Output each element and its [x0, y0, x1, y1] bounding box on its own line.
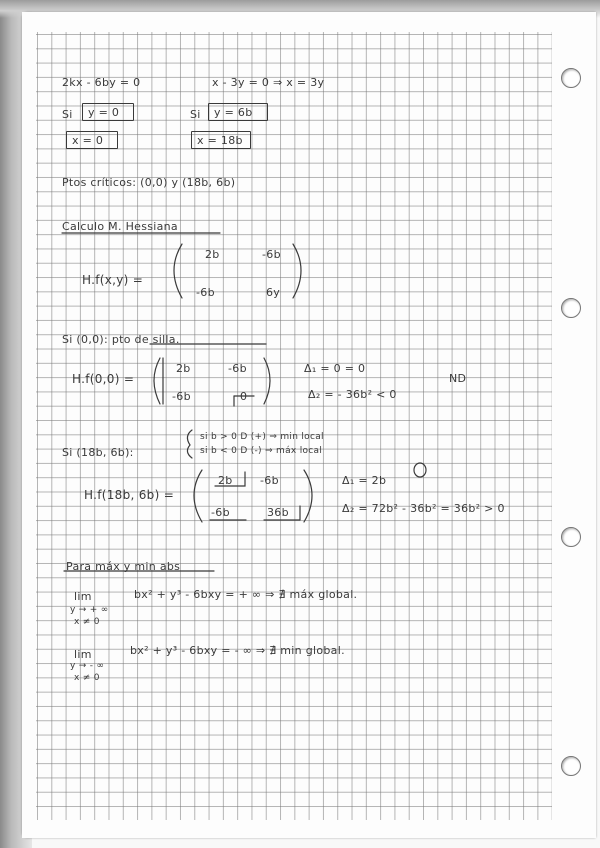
- limit-2-sub-y: y → - ∞: [70, 661, 105, 671]
- boxed-y-6b: y = 6b: [214, 106, 253, 119]
- hessian-18b-a22: 36b: [267, 506, 289, 519]
- hessian-a22: 6y: [266, 286, 281, 299]
- hessian-18b-lhs: H.f(18b, 6b) =: [84, 488, 175, 502]
- hessian-18b-a11: 2b: [218, 474, 233, 487]
- case-label-1: Si: [62, 108, 73, 121]
- limit-1-lim: lim: [74, 590, 92, 603]
- limit-1-expr: bx² + y³ - 6bxy = + ∞ ⇒ ∄ máx global.: [134, 588, 358, 601]
- hessian-heading: Calculo M. Hessiana: [62, 220, 178, 233]
- minor-2-value: Δ₂ = - 36b² < 0: [308, 388, 397, 401]
- saddle-point-line: Si (0,0): pto de silla.: [62, 333, 180, 346]
- hessian-18b-a21: -6b: [211, 506, 230, 519]
- hessian-a21: -6b: [196, 286, 215, 299]
- minor-1-value: Δ₁ = 0 = 0: [304, 362, 366, 375]
- hessian-00-lhs: H.f(0,0) =: [72, 372, 135, 386]
- limit-1-sub-x: x ≠ 0: [74, 617, 100, 627]
- hessian-00-a11: 2b: [176, 362, 191, 375]
- minor-1-18b: Δ₁ = 2b: [342, 474, 387, 487]
- hessian-00-a22: 0: [240, 390, 248, 403]
- limit-2-lim: lim: [74, 648, 92, 661]
- hessian-a12: -6b: [262, 248, 281, 261]
- hessian-18b-a12: -6b: [260, 474, 279, 487]
- boxed-x-zero: x = 0: [72, 134, 104, 147]
- case-b-negative: si b < 0 D (-) ⇒ máx local: [200, 446, 323, 456]
- case-label-2: Si: [190, 108, 201, 121]
- limit-2-expr: bx² + y³ - 6bxy = - ∞ ⇒ ∄ min global.: [130, 644, 345, 657]
- critical-points: Ptos críticos: (0,0) y (18b, 6b): [62, 176, 236, 189]
- hessian-00-a21: -6b: [172, 390, 191, 403]
- hessian-lhs: H.f(x,y) =: [82, 273, 144, 287]
- abs-extrema-heading: Para máx y min abs: [66, 560, 181, 573]
- case-b-positive: si b > 0 D (+) ⇒ min local: [200, 432, 324, 442]
- hessian-a11: 2b: [205, 248, 220, 261]
- limit-1-sub-y: y → + ∞: [70, 605, 109, 615]
- equation-line-1: 2kx - 6by = 0: [62, 76, 141, 89]
- hessian-00-a12: -6b: [228, 362, 247, 375]
- boxed-y-zero: y = 0: [88, 106, 120, 119]
- boxed-x-18b: x = 18b: [197, 134, 243, 147]
- second-point-label: Si (18b, 6b):: [62, 446, 134, 459]
- limit-2-sub-x: x ≠ 0: [74, 673, 100, 683]
- minor-2-18b: Δ₂ = 72b² - 36b² = 36b² > 0: [342, 502, 505, 515]
- not-definite-label: ND: [449, 372, 467, 385]
- equation-line-1b: x - 3y = 0 ⇒ x = 3y: [212, 76, 325, 89]
